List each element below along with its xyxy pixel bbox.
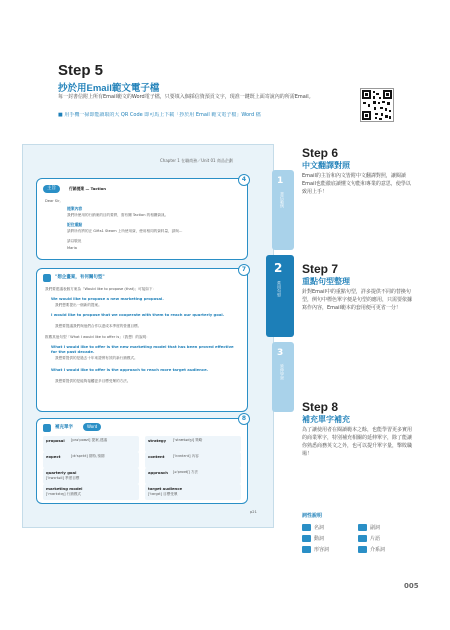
verb-icon bbox=[302, 535, 311, 542]
email-line: Maria bbox=[67, 246, 77, 250]
legend-item: 副詞 bbox=[370, 525, 381, 531]
vocab-def: [ˈkwɔrtəli] 季度目標 bbox=[46, 476, 80, 480]
pattern-example: What I would like to offer is the approach to reach more target audience. bbox=[51, 367, 209, 372]
vocab-item bbox=[43, 436, 139, 452]
vocab-word: strategy bbox=[148, 438, 167, 443]
word-badge: Word bbox=[83, 423, 101, 431]
tab-2[interactable] bbox=[266, 255, 294, 337]
tab-1-label: 書信範例 bbox=[280, 192, 285, 208]
email-line: Dear Sir, bbox=[45, 199, 61, 203]
legend-item: 動詞 bbox=[314, 536, 325, 542]
tab-3[interactable] bbox=[272, 342, 294, 412]
vocab-item bbox=[145, 452, 241, 468]
vocabulary-card bbox=[36, 418, 248, 504]
step8-subtitle: 補充單字補充 bbox=[302, 415, 350, 424]
step5-subtitle: 抄於用Email範文電子檔 bbox=[58, 83, 160, 94]
email-line: 請將所有將的正 Gifts1 Steam 上所使用資，使用相同的資料量，請與… bbox=[67, 229, 183, 233]
tab-2-number: 2 bbox=[274, 261, 283, 275]
legend bbox=[302, 522, 410, 562]
vocab-word: quarterly goal bbox=[46, 470, 77, 475]
tab-3-number: 3 bbox=[277, 348, 284, 358]
pattern-translation: 我想要提供的是過去十年來證實有效的新行銷模式。 bbox=[55, 356, 138, 360]
vocab-item bbox=[43, 452, 139, 468]
pattern-example: We would like to propose a new marketing proposal. bbox=[51, 296, 164, 301]
email-line: 提案內容 bbox=[67, 206, 83, 211]
pattern-icon bbox=[43, 274, 51, 282]
step6-subtitle: 中文翻譯對照 bbox=[302, 161, 350, 170]
page-number: 005 bbox=[404, 582, 419, 590]
vocab-def: [əˈproʊtʃ] 方法 bbox=[173, 470, 199, 474]
email-line: 我們所使用的行銷案的目的要將，需有關 Taction 的相關資訊。 bbox=[67, 213, 169, 217]
noun-icon bbox=[302, 524, 311, 531]
vocab-word: proposal bbox=[46, 438, 65, 443]
vocab-word: content bbox=[148, 454, 165, 459]
book-page-number: p21 bbox=[250, 510, 257, 514]
callout-number: 4 bbox=[238, 174, 250, 186]
adverb-icon bbox=[358, 524, 367, 531]
vocab-item bbox=[43, 484, 139, 500]
email-line: 記住重點 bbox=[67, 222, 83, 227]
vocab-word: target audience bbox=[148, 486, 183, 491]
pattern-example: I would like to propose that we cooperate with them to reach our quarterly goal. bbox=[51, 312, 225, 317]
tab-1[interactable] bbox=[272, 170, 294, 250]
tab-1-number: 1 bbox=[277, 176, 284, 186]
email-line: 請以敬祝 bbox=[67, 239, 82, 243]
vocab-def: [ˈstrætədʒi] 策略 bbox=[173, 438, 203, 442]
vocab-word: marketing model bbox=[46, 486, 83, 491]
step5-note: ■ 用手機一掃即能讀取的大 QR Code 即可馬上下載「抄於用 Email 範文電子檔」Word 檔 bbox=[58, 112, 261, 118]
phrase-icon bbox=[358, 535, 367, 542]
adjective-icon bbox=[302, 546, 311, 553]
pattern-intro: 我們要建議表個方案為「Would like to propose (that)」可接如下： bbox=[45, 287, 157, 291]
legend-title: 詞性說明 bbox=[302, 513, 323, 519]
vocab-icon bbox=[43, 424, 51, 432]
pattern-intro: 推薦其他句型「What I would like to offer is」（我想）的說明： bbox=[45, 335, 150, 339]
step6-title: Step 6 bbox=[302, 146, 339, 160]
sentence-pattern-card bbox=[36, 268, 248, 412]
pattern-example: What I would like to offer is the new marketing model that has been proved effective for the past decade. bbox=[51, 344, 234, 354]
vocab-def: [ˈtɑrgɪt] 目標受眾 bbox=[148, 492, 178, 496]
step8-body: 為了讓使用者在閱讀範本之餘，也能學習更多實用的商業單字，特別補充相關的延伸單字，除了能讓你熟悉商務英文之外，也可以提升單字量，擊敗職場！ bbox=[302, 427, 413, 457]
vocab-def: [ˈkɑntɛnt] 內容 bbox=[173, 454, 199, 458]
vocab-def: [ˈmɑrkɪtɪŋ] 行銷模式 bbox=[46, 492, 82, 496]
tab-3-label: 延伸學習 bbox=[280, 364, 285, 380]
vocab-item bbox=[145, 436, 241, 452]
vocab-def: [prəˈpoʊzl] 提案,建議 bbox=[71, 438, 108, 442]
vocab-title: 補充單字 bbox=[55, 425, 73, 430]
subject-badge: 主旨 bbox=[43, 185, 60, 193]
vocab-item bbox=[145, 484, 241, 500]
pattern-translation: 我想要提議我們與他們合作以達成本季度的營運目標。 bbox=[55, 324, 142, 328]
pattern-translation: 我想要提供的是能夠接觸更多目標受眾的方法。 bbox=[55, 379, 131, 383]
step5-body: 每一封書信附上所有Email範文的Word電子檔，只要填入個採信資預貢文字，現准一鍵既上面寄說內的所需Email。 bbox=[58, 94, 314, 100]
vocab-item bbox=[43, 468, 139, 484]
legend-item: 介系詞 bbox=[370, 547, 386, 553]
step7-body: 針對Email中的重點句型，詳多提供不同的替換句型，例句中標色單字便是句型的應用，只需要依據寫作內容，Email範本的套用便可更省一分！ bbox=[302, 289, 413, 311]
legend-item: 片語 bbox=[370, 536, 381, 542]
step8-title: Step 8 bbox=[302, 400, 339, 414]
qr-code[interactable] bbox=[360, 88, 394, 122]
qr-code-icon bbox=[361, 89, 393, 121]
vocab-word: approach bbox=[148, 470, 168, 475]
vocab-word: expect bbox=[46, 454, 61, 459]
step7-title: Step 7 bbox=[302, 262, 339, 276]
step5-title: Step 5 bbox=[58, 62, 104, 79]
step6-body: Email的主旨和內文皆附中文翻譯對照，讓閱讀Email也能徹底讀懂文句能和專業的意思，使學以致用上手！ bbox=[302, 173, 411, 195]
email-sample-card bbox=[36, 178, 248, 260]
legend-item: 形容詞 bbox=[314, 547, 330, 553]
vocab-def: [ɪkˈspɛkt] 期待,預期 bbox=[71, 454, 105, 458]
pattern-title: "想企畫案，有何關句型" bbox=[55, 275, 105, 280]
preposition-icon bbox=[358, 546, 367, 553]
legend-item: 名詞 bbox=[314, 525, 325, 531]
callout-number: 8 bbox=[238, 413, 250, 425]
email-subject: 行銷提案 — Taction bbox=[69, 186, 106, 191]
book-header: Chapter 1 在職商務／Unit 01 商品企劃 bbox=[160, 158, 233, 163]
vocab-item bbox=[145, 468, 241, 484]
pattern-translation: 我們想要提出一個新的提案。 bbox=[55, 303, 102, 307]
step7-subtitle: 重點句型整理 bbox=[302, 277, 350, 286]
callout-number: 7 bbox=[238, 264, 250, 276]
tab-2-label: 常用句型 bbox=[277, 281, 282, 297]
